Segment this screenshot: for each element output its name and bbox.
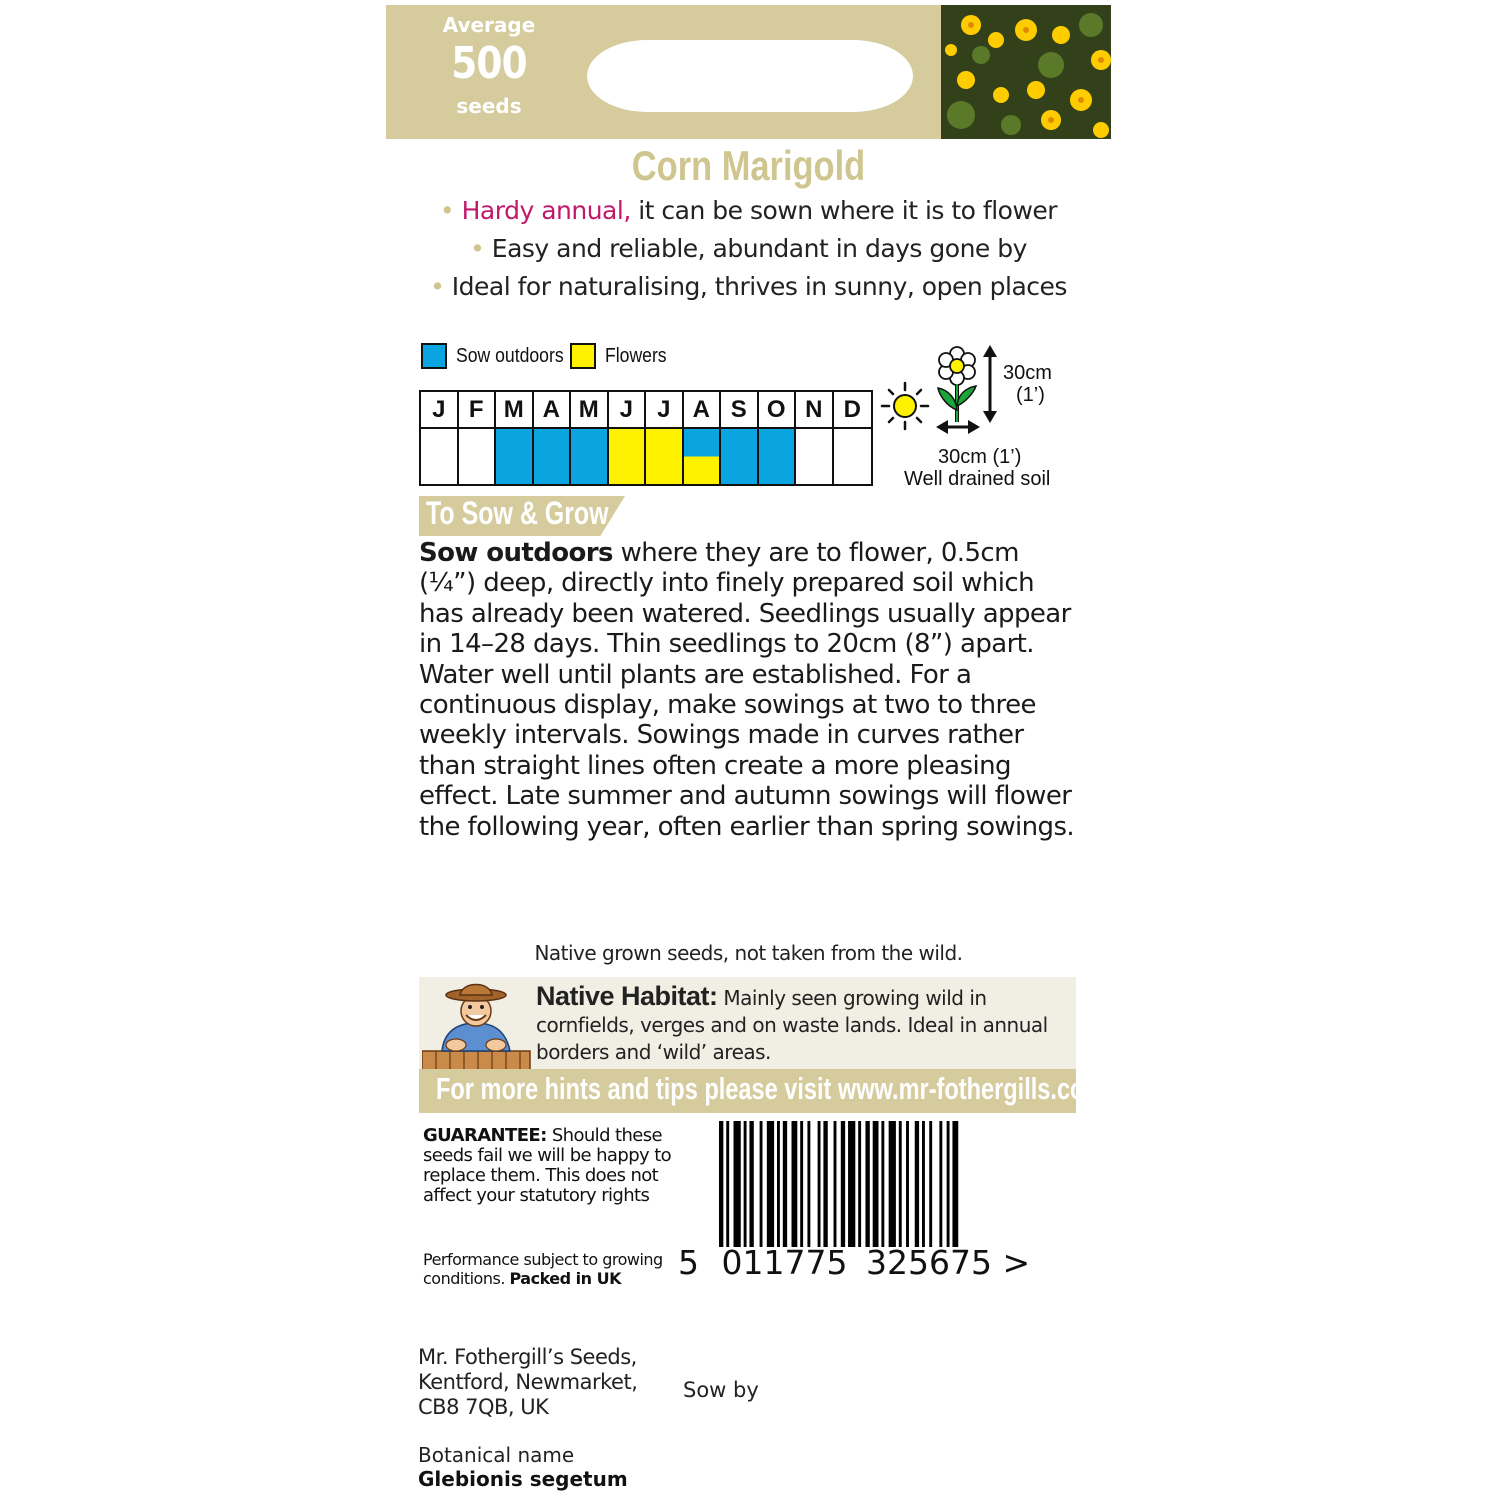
barcode-bar <box>873 1121 879 1247</box>
guarantee-lead: GUARANTEE: <box>423 1125 547 1146</box>
legend-flowers-label: Flowers <box>605 345 667 367</box>
barcode-bar <box>848 1121 855 1247</box>
bullet-hardy-annual <box>386 196 1111 225</box>
address-line: CB8 7QB, UK <box>418 1395 549 1419</box>
product-title: Corn Marigold <box>631 142 866 189</box>
barcode-bar <box>749 1121 753 1247</box>
legend-flowers-swatch <box>570 343 596 369</box>
barcode-bar <box>952 1121 958 1247</box>
flower-photo <box>941 5 1111 139</box>
barcode-bar <box>906 1121 909 1247</box>
spread-arrow-icon <box>936 418 980 436</box>
barcode-bar <box>858 1121 861 1247</box>
bullet-text: Ideal for naturalising, thrives in sunny, open places <box>451 272 1067 301</box>
instructions-lead: Sow outdoors <box>419 538 613 568</box>
calendar-cell-0 <box>421 427 459 484</box>
botanical-name: Glebionis segetum <box>418 1467 628 1491</box>
bullet-dot: • <box>439 196 455 225</box>
legend-sow-swatch <box>421 343 447 369</box>
calendar-cell-3 <box>534 427 572 484</box>
habitat-title: Native Habitat: <box>536 981 718 1011</box>
bullet-easy-reliable <box>386 234 1111 263</box>
bullet-dot: • <box>470 234 485 263</box>
calendar-cell-5 <box>609 427 647 484</box>
barcode-bar <box>929 1121 932 1247</box>
calendar-month-8: S <box>721 392 759 427</box>
barcode-bar <box>800 1121 803 1247</box>
calendar-cell-10 <box>796 427 834 484</box>
barcode-bar <box>939 1121 942 1247</box>
bullet-highlight: Hardy annual, <box>461 196 631 225</box>
calendar-month-4: M <box>571 392 609 427</box>
barcode-bar <box>777 1121 780 1247</box>
barcode-bar <box>807 1121 810 1247</box>
barcode-bar <box>915 1121 919 1247</box>
label-window <box>587 40 913 112</box>
barcode-bar <box>947 1121 950 1247</box>
performance-text <box>423 1250 685 1288</box>
bullet-text: Easy and reliable, abundant in days gone by <box>491 234 1027 263</box>
soil-type: Well drained soil <box>904 468 1051 490</box>
calendar-month-11: D <box>843 396 861 423</box>
calendar-month-3: A <box>534 392 572 427</box>
barcode-bar <box>889 1121 896 1247</box>
barcode-bar <box>899 1121 902 1247</box>
seed-count: 500 <box>451 38 527 89</box>
barcode-bar <box>818 1121 821 1247</box>
barcode-left-digits: 011775 <box>721 1243 848 1282</box>
calendar-month-10: N <box>796 392 834 427</box>
instructions-body: where they are to flower, 0.5cm (¼”) deep, directly into finely prepared soil which has already been watered. Seedlings usually appear in 14–28 days. Thin seedlings to 20cm (8”) apart. Water well until plants are established. For a continuous display, make sowings at two to three weekly intervals. Sowings made in curves rather than straight lines often create a more pleasing effect. Late summer and autumn sowings will flower the following year, often earlier than spring sowings. <box>419 538 1075 842</box>
company-address <box>418 1345 637 1420</box>
calendar-cell-6 <box>646 427 684 484</box>
calendar-cell-9 <box>759 427 797 484</box>
guarantee-text <box>423 1126 685 1206</box>
calendar-cell-7 <box>684 427 722 484</box>
bullet-text: it can be sown where it is to flower <box>630 196 1058 225</box>
calendar-month-6: J <box>646 392 684 427</box>
gardener-mascot-icon <box>422 979 532 1071</box>
barcode-bar <box>865 1121 869 1247</box>
barcode-bar <box>726 1121 729 1247</box>
calendar-month-2: M <box>496 392 534 427</box>
sun-icon <box>879 380 931 432</box>
calendar-cell-4 <box>571 427 609 484</box>
sowing-instructions <box>419 538 1079 842</box>
barcode-bar <box>792 1121 798 1247</box>
barcode-bar <box>922 1121 925 1247</box>
barcode-bar <box>719 1121 723 1247</box>
website-link[interactable]: For more hints and tips please visit www.mr-fothergills.co.uk <box>436 1071 1119 1106</box>
barcode-bar <box>881 1121 884 1247</box>
calendar-month-7: A <box>684 392 722 427</box>
bullet-naturalising <box>386 272 1111 301</box>
height-arrow-icon <box>980 345 1000 423</box>
habitat-description <box>536 983 1066 1066</box>
barcode-bar <box>783 1121 787 1247</box>
address-line: Mr. Fothergill’s Seeds, <box>418 1345 637 1369</box>
plant-height: 30cm <box>1003 362 1052 384</box>
sow-grow-header: To Sow & Grow <box>426 495 609 531</box>
calendar-cell-1 <box>459 427 497 484</box>
seed-unit: seeds <box>456 94 522 118</box>
legend-sow-label: Sow outdoors <box>456 345 564 367</box>
calendar-month-5: J <box>609 392 647 427</box>
calendar-cell-11 <box>834 427 872 484</box>
calendar-month-9: O <box>759 392 797 427</box>
address-line: Kentford, Newmarket, <box>418 1370 638 1394</box>
barcode-right-digits: 325675 <box>865 1243 992 1282</box>
sowing-calendar <box>419 390 873 486</box>
native-note: Native grown seeds, not taken from the wild. <box>534 941 963 965</box>
barcode-number <box>678 1243 1030 1282</box>
sow-by-label: Sow by <box>683 1378 759 1402</box>
performance-body: Performance subject to growing conditions. <box>423 1250 663 1288</box>
calendar-month-0: J <box>421 392 459 427</box>
calendar-cell-2 <box>496 427 534 484</box>
habitat-body: Mainly seen growing wild in cornfields, verges and on waste lands. Ideal in annual borders and ‘wild’ areas. <box>536 986 1048 1064</box>
barcode-bar <box>744 1121 747 1247</box>
barcode-bar <box>841 1121 845 1247</box>
calendar-month-1: F <box>459 392 497 427</box>
barcode-bar <box>760 1121 763 1247</box>
barcode-bar <box>767 1121 774 1247</box>
barcode <box>719 1121 1029 1247</box>
barcode-first-digit: 5 <box>678 1243 699 1282</box>
calendar-cell-8 <box>721 427 759 484</box>
barcode-bar <box>734 1121 741 1247</box>
barcode-bar <box>823 1121 827 1247</box>
guarantee-body: Should these seeds fail we will be happy to replace them. This does not affect your statutory rights <box>423 1125 672 1206</box>
average-label: Average <box>442 13 536 37</box>
barcode-end-marker: > <box>1002 1243 1031 1282</box>
plant-height-imperial: (1’) <box>1016 384 1045 406</box>
bullet-dot: • <box>430 272 445 301</box>
barcode-bar <box>834 1121 837 1247</box>
packed-in: Packed in UK <box>509 1269 621 1288</box>
plant-spread: 30cm (1’) <box>938 446 1022 468</box>
botanical-label: Botanical name <box>418 1443 575 1467</box>
